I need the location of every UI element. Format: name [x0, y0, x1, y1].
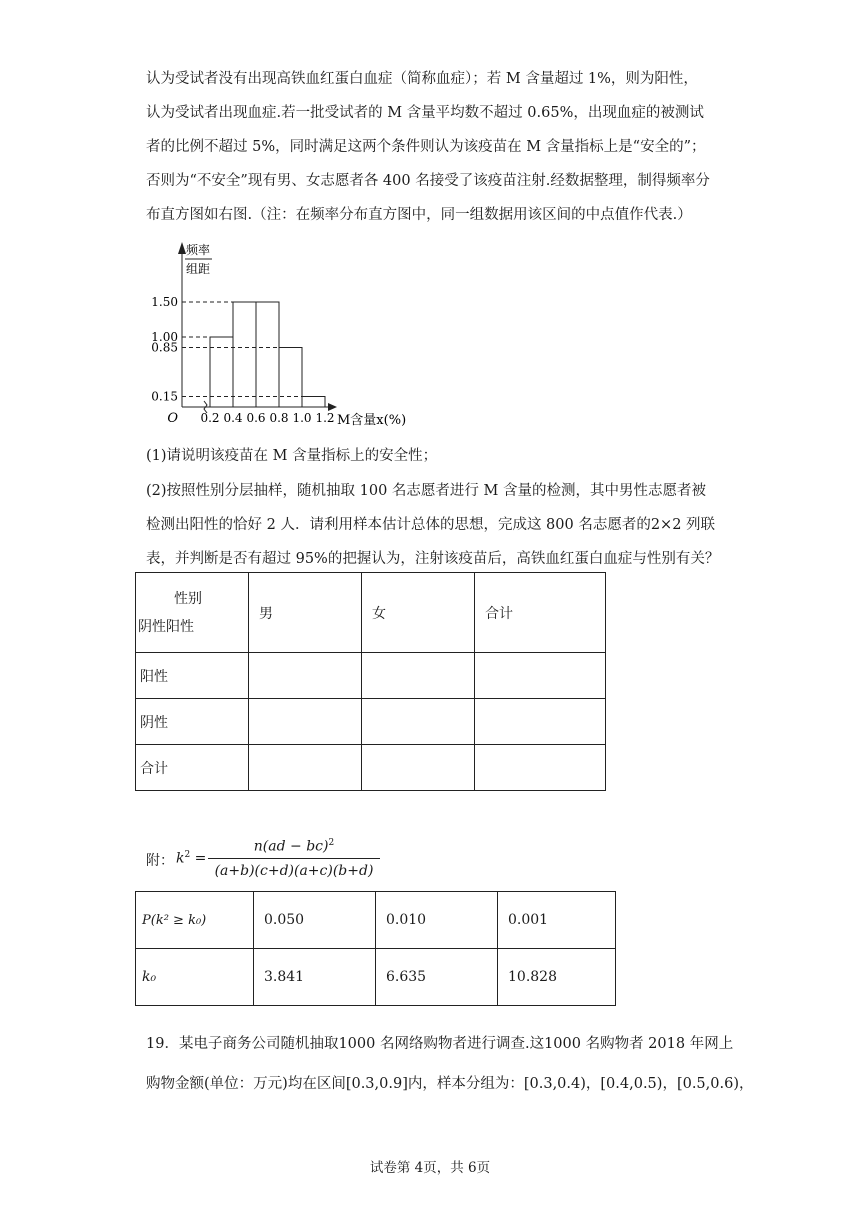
x-tick-label: 0.2	[200, 411, 220, 425]
question-1: (1)请说明该疫苗在 M 含量指标上的安全性；	[146, 448, 438, 464]
corner-cell	[136, 573, 249, 653]
table-cell	[249, 745, 362, 791]
table-cell	[362, 653, 475, 699]
y-axis-arrow	[178, 242, 186, 254]
intro-line: 认为受试者没有出现高铁血红蛋白血症（简称血症）；若 M 含量超过 1%，则为阳性，	[146, 71, 698, 87]
formula-denominator: (a+b)(c+d)(a+c)(b+d)	[214, 862, 374, 879]
formula-lhs-var: k	[176, 850, 185, 867]
x-tick-label: 1.0	[292, 411, 312, 425]
p-value: 0.010	[376, 892, 498, 949]
histogram-bar	[256, 302, 279, 407]
y-tick-label: 0.85	[151, 340, 178, 355]
question-2-line: 表，并判断是否有超过 95%的把握认为，注射该疫苗后，高铁血红蛋白血症与性别有关？	[146, 551, 720, 567]
header-female: 女	[362, 573, 475, 653]
x-tick-label: 0.4	[223, 411, 243, 425]
k-row-label: k₀	[136, 949, 254, 1006]
table-cell	[475, 653, 606, 699]
critical-value-table	[135, 891, 616, 1006]
row-label-total: 合计	[136, 745, 249, 791]
p-value: 0.050	[254, 892, 376, 949]
x-axis-label: M含量x(%)	[337, 413, 407, 428]
table-cell	[362, 699, 475, 745]
y-axis-label-top: 频率	[185, 243, 211, 257]
contingency-table	[135, 572, 606, 791]
k-value: 6.635	[376, 949, 498, 1006]
formula-numerator: n(ad − bc)$^2$	[208, 832, 380, 859]
row-label-positive: 阳性	[136, 653, 249, 699]
header-male: 男	[249, 573, 362, 653]
table-cell	[475, 699, 606, 745]
k-value: 10.828	[498, 949, 616, 1006]
table-cell	[249, 653, 362, 699]
page-footer: 试卷第 4页，共 6页	[369, 1160, 491, 1176]
y-axis-label-bottom: 组距	[185, 262, 211, 276]
histogram-bar	[302, 397, 325, 408]
x-tick-label: 0.8	[269, 411, 289, 425]
question-2-line: 检测出阳性的恰好 2 人．请利用样本估计总体的思想，完成这 800 名志愿者的2×2 列联	[146, 517, 716, 533]
intro-paragraph	[146, 62, 726, 232]
histogram-bar	[279, 348, 302, 408]
header-total: 合计	[475, 573, 606, 653]
question-2	[146, 474, 726, 576]
x-tick-label: 0.6	[246, 411, 266, 425]
p-row-label: P(k² ≥ k₀)	[136, 892, 254, 949]
y-tick-label: 0.15	[151, 389, 178, 404]
formula-lhs: $k^2$ =	[176, 850, 207, 867]
histogram-bar	[233, 302, 256, 407]
origin-label: O	[167, 411, 178, 426]
intro-line: 者的比例不超过 5%，同时满足这两个条件则认为该疫苗在 M 含量指标上是“安全的”；	[146, 139, 706, 155]
x-tick-label: 1.2	[315, 411, 335, 425]
question-19	[146, 1024, 754, 1104]
table-cell	[475, 745, 606, 791]
question-19-line: 购物金额(单位：万元)均在区间[0.3,0.9]内，样本分组为：[0.3,0.4)，[0.4,0.5)，[0.5,0.6)，	[146, 1076, 754, 1092]
corner-top: 性别	[174, 590, 202, 607]
question-19-line: 19．某电子商务公司随机抽取1000 名网络购物者进行调查.这1000 名购物者 2018 年网上	[146, 1036, 734, 1052]
question-2-line: (2)按照性别分层抽样，随机抽取 100 名志愿者进行 M 含量的检测，其中男性志愿者被	[146, 483, 706, 499]
k-value: 3.841	[254, 949, 376, 1006]
row-label-negative: 阴性	[136, 699, 249, 745]
formula-prefix: 附：	[146, 853, 174, 869]
y-tick-label: 1.50	[151, 295, 178, 309]
y-tick-label: 1.00	[151, 330, 178, 344]
intro-line: 否则为“不安全”现有男、女志愿者各 400 名接受了该疫苗注射.经数据整理，制得频率分	[146, 173, 710, 189]
x-axis-arrow	[328, 403, 337, 411]
p-value: 0.001	[498, 892, 616, 949]
table-cell	[249, 699, 362, 745]
table-cell	[362, 745, 475, 791]
frequency-histogram	[140, 232, 440, 437]
corner-bottom: 阴性阳性	[138, 618, 194, 635]
intro-line: 认为受试者出现血症.若一批受试者的 M 含量平均数不超过 0.65%，出现血症的被测试	[146, 105, 704, 121]
histogram-bars	[210, 302, 325, 407]
formula-fraction	[208, 832, 380, 883]
intro-line: 布直方图如右图.（注：在频率分布直方图中，同一组数据用该区间的中点值作代表.）	[146, 207, 692, 223]
